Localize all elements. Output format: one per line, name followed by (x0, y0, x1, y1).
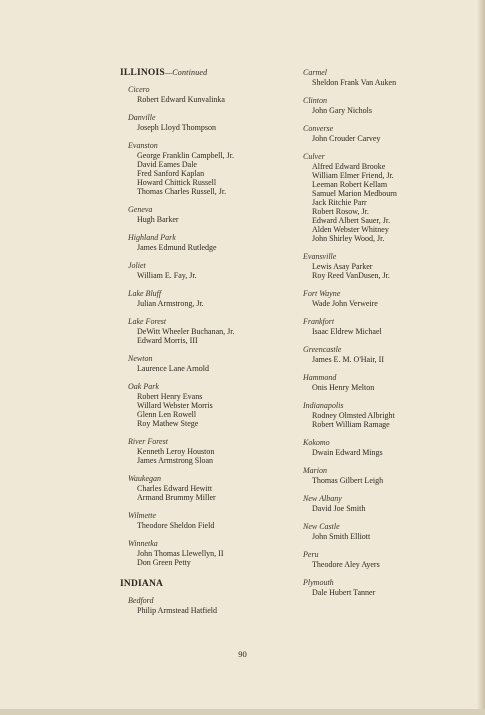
names-list (312, 411, 445, 429)
person-name: Robert Henry Evans (137, 392, 203, 401)
person-name: Willard Webster Morris (137, 401, 213, 410)
person-name: James E. M. O'Hair, II (312, 355, 384, 364)
person-name: Edward Albert Sauer, Jr. (312, 216, 391, 225)
directory-entry (120, 289, 275, 308)
state-heading-text: ILLINOIS (120, 68, 165, 78)
directory-entry (120, 205, 275, 224)
city-name: Marion (303, 466, 327, 475)
city-name: River Forest (128, 437, 168, 446)
directory-entry (295, 317, 445, 336)
left-entries-list (120, 85, 275, 567)
person-name: Howard Chittick Russell (137, 178, 217, 187)
city-name: Clinton (303, 96, 328, 105)
directory-entry (295, 578, 445, 597)
names-list (312, 327, 445, 336)
directory-entry (295, 345, 445, 364)
person-name: John Smith Elliott (312, 532, 371, 541)
person-name: Theodore Aley Ayers (312, 560, 380, 569)
directory-entry (120, 382, 275, 428)
city-name: Highland Park (128, 233, 176, 242)
names-list (137, 447, 275, 465)
person-name: Lewis Asay Parker (312, 262, 373, 271)
names-list (312, 504, 445, 513)
directory-entry (295, 373, 445, 392)
person-name: Theodore Sheldon Field (137, 521, 215, 530)
directory-entry (295, 124, 445, 143)
city-name: Frankfort (303, 317, 335, 326)
directory-entry (295, 466, 445, 485)
city-name: Indianapolis (303, 401, 344, 410)
names-list (312, 262, 445, 280)
directory-entry (295, 96, 445, 115)
person-name: Philip Armstead Hatfield (137, 606, 217, 615)
names-list (137, 299, 275, 308)
names-list (137, 95, 275, 104)
person-name: Dale Hubert Tanner (312, 588, 376, 597)
names-list (312, 560, 445, 569)
names-list (312, 134, 445, 143)
person-name: John Shirley Wood, Jr. (312, 234, 385, 243)
names-list (137, 271, 275, 280)
person-name: Roy Mathew Stege (137, 419, 199, 428)
names-list (312, 476, 445, 485)
page-number: 90 (238, 649, 247, 659)
person-name: Robert Edward Kunvalinka (137, 95, 225, 104)
names-list (137, 215, 275, 224)
names-list (312, 162, 445, 243)
directory-entry (295, 494, 445, 513)
directory-entry (120, 141, 275, 196)
city-name: Fort Wayne (303, 289, 341, 298)
person-name: Thomas Gilbert Leigh (312, 476, 384, 485)
person-name: Don Green Petty (137, 558, 191, 567)
city-name: New Castle (303, 522, 340, 531)
directory-entry (120, 539, 275, 567)
city-name: Greencastle (303, 345, 342, 354)
directory-entry (120, 261, 275, 280)
person-name: George Franklin Campbell, Jr. (137, 151, 234, 160)
city-name: Winnetka (128, 539, 158, 548)
city-name: Carmel (303, 68, 327, 77)
names-list (312, 78, 445, 87)
names-list (137, 606, 275, 615)
person-name: William E. Fay, Jr. (137, 271, 197, 280)
person-name: James Edmund Rutledge (137, 243, 217, 252)
person-name: Sheldon Frank Van Auken (312, 78, 397, 87)
city-name: Cicero (128, 85, 150, 94)
person-name: Dwain Edward Mings (312, 448, 383, 457)
person-name: Rodney Olmsted Albright (312, 411, 395, 420)
page-bottom-edge (0, 709, 485, 715)
city-name: Waukegan (128, 474, 162, 483)
person-name: Hugh Barker (137, 215, 179, 224)
city-name: Danville (128, 113, 156, 122)
names-list (312, 588, 445, 597)
left-entries-list-indiana (120, 596, 275, 615)
names-list (137, 327, 275, 345)
city-name: Evanston (128, 141, 158, 150)
city-name: Converse (303, 124, 334, 133)
city-name: Joliet (128, 261, 146, 270)
person-name: William Elmer Friend, Jr. (312, 171, 394, 180)
city-name: Wilmette (128, 511, 156, 520)
person-name: Kenneth Leroy Houston (137, 447, 215, 456)
person-name: John Crouder Carvey (312, 134, 381, 143)
city-name: Lake Bluff (128, 289, 162, 298)
directory-entry (295, 550, 445, 569)
person-name: Isaac Eldrew Michael (312, 327, 382, 336)
page-edge-shadow (477, 0, 485, 715)
directory-entry (120, 85, 275, 104)
names-list (312, 106, 445, 115)
person-name: Alfred Edward Brooke (312, 162, 386, 171)
state-heading-illinois (120, 68, 275, 78)
names-list (312, 383, 445, 392)
directory-entry (120, 113, 275, 132)
directory-entry (120, 511, 275, 530)
city-name: Peru (303, 550, 319, 559)
person-name: Fred Sanford Kaplan (137, 169, 205, 178)
directory-entry (120, 474, 275, 502)
city-name: Oak Park (128, 382, 159, 391)
city-name: Culver (303, 152, 325, 161)
person-name: Robert William Ramage (312, 420, 390, 429)
directory-entry (295, 401, 445, 429)
state-heading-indiana: INDIANA (120, 579, 164, 589)
person-name: Leeman Robert Kellam (312, 180, 388, 189)
city-name: Geneva (128, 205, 153, 214)
directory-entry (120, 354, 275, 373)
names-list (137, 123, 275, 132)
directory-entry (120, 596, 275, 615)
person-name: Alden Webster Whitney (312, 225, 389, 234)
left-column (120, 68, 275, 624)
names-list (312, 355, 445, 364)
directory-entry (120, 233, 275, 252)
person-name: Edward Morris, III (137, 336, 198, 345)
city-name: New Albany (303, 494, 342, 503)
directory-entry (295, 68, 445, 87)
directory-entry (295, 522, 445, 541)
city-name: Newton (128, 354, 153, 363)
names-list (312, 532, 445, 541)
names-list (137, 484, 275, 502)
person-name: Onis Henry Melton (312, 383, 375, 392)
person-name: Wade John Verweire (312, 299, 378, 308)
person-name: Charles Edward Hewitt (137, 484, 213, 493)
person-name: David Eames Dale (137, 160, 197, 169)
state-continued-label: —Continued (164, 68, 208, 77)
person-name: James Armstrong Sloan (137, 456, 213, 465)
city-name: Lake Forest (128, 317, 167, 326)
names-list (312, 448, 445, 457)
right-entries-list (295, 68, 445, 597)
directory-entry (295, 252, 445, 280)
person-name: Laurence Lane Arnold (137, 364, 209, 373)
right-column (295, 68, 445, 606)
person-name: Robert Rosow, Jr. (312, 207, 369, 216)
directory-entry (295, 289, 445, 308)
names-list (312, 299, 445, 308)
person-name: DeWitt Wheeler Buchanan, Jr. (137, 327, 235, 336)
directory-entry (295, 152, 445, 243)
person-name: David Joe Smith (312, 504, 366, 513)
person-name: John Thomas Llewellyn, II (137, 549, 224, 558)
names-list (137, 151, 275, 196)
directory-entry (120, 437, 275, 465)
city-name: Evansville (303, 252, 337, 261)
directory-entry (295, 438, 445, 457)
person-name: John Gary Nichols (312, 106, 372, 115)
names-list (137, 364, 275, 373)
names-list (137, 392, 275, 428)
person-name: Samuel Marion Medbourn (312, 189, 397, 198)
city-name: Bedford (128, 596, 154, 605)
person-name: Armand Brummy Miller (137, 493, 216, 502)
names-list (137, 549, 275, 567)
city-name: Hammond (303, 373, 337, 382)
person-name: Glenn Len Rowell (137, 410, 197, 419)
person-name: Jack Ritchie Parr (312, 198, 367, 207)
city-name: Plymouth (303, 578, 334, 587)
directory-entry (120, 317, 275, 345)
person-name: Joseph Lloyd Thompson (137, 123, 216, 132)
names-list (137, 521, 275, 530)
person-name: Roy Reed VanDusen, Jr. (312, 271, 390, 280)
person-name: Thomas Charles Russell, Jr. (137, 187, 227, 196)
city-name: Kokomo (303, 438, 330, 447)
names-list (137, 243, 275, 252)
person-name: Julian Armstrong, Jr. (137, 299, 204, 308)
